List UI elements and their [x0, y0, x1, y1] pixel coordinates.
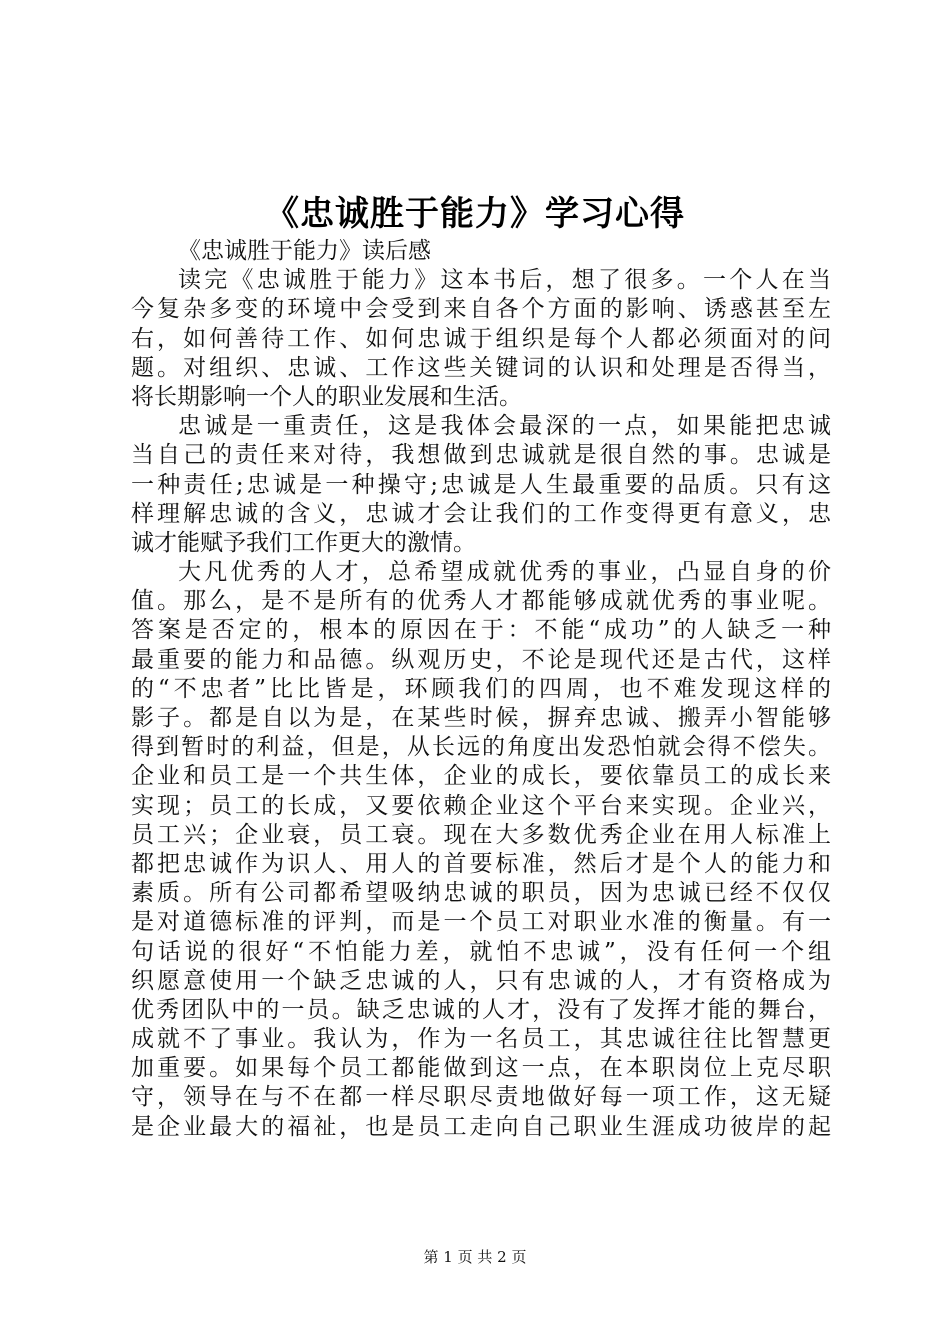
text-line: 题。对组织、忠诚、工作这些关键词的认识和处理是否得当， [131, 354, 831, 381]
text-line: 得到暂时的利益，但是，从长远的角度出发恐怕就会得不偿失。 [131, 734, 831, 761]
text-line: 员工兴；企业衰，员工衰。现在大多数优秀企业在用人标准上 [131, 821, 831, 848]
text-line: 是对道德标准的评判，而是一个员工对职业水准的衡量。有一 [131, 909, 831, 936]
text-line: 将长期影响一个人的职业发展和生活。 [131, 383, 522, 410]
text-line: 答案是否定的，根本的原因在于：不能“成功”的人缺乏一种 [131, 617, 831, 644]
text-line: 素质。所有公司都希望吸纳忠诚的职员，因为忠诚已经不仅仅 [131, 880, 831, 907]
text-line: 影子。都是自以为是，在某些时候，摒弃忠诚、搬弄小智能够 [131, 705, 831, 731]
text-line: 最重要的能力和品德。纵观历史，不论是现代还是古代，这样 [131, 646, 831, 673]
text-line: 一种责任;忠诚是一种操守;忠诚是人生最重要的品质。只有这 [131, 471, 831, 498]
text-line: 加重要。如果每个员工都能做到这一点，在本职岗位上克尽职 [131, 1055, 831, 1082]
text-line: 读完《忠诚胜于能力》这本书后，想了很多。一个人在当 [178, 267, 831, 294]
text-line: 实现；员工的长成，又要依赖企业这个平台来实现。企业兴， [131, 792, 831, 819]
text-line: 大凡优秀的人才，总希望成就优秀的事业，凸显自身的价 [178, 559, 831, 586]
text-line: 企业和员工是一个共生体，企业的成长，要依靠员工的成长来 [131, 763, 831, 790]
text-line: 是企业最大的福祉，也是员工走向自己职业生涯成功彼岸的起 [131, 1113, 831, 1140]
document-subtitle: 《忠诚胜于能力》读后感 [178, 238, 431, 264]
text-line: 都把忠诚作为识人、用人的首要标准，然后才是个人的能力和 [131, 850, 831, 877]
text-line: 守，领导在与不在都一样尽职尽责地做好每一项工作，这无疑 [131, 1084, 831, 1111]
text-line: 右，如何善待工作、如何忠诚于组织是每个人都必须面对的问 [131, 325, 831, 352]
text-line: 诚才能赋予我们工作更大的激情。 [131, 529, 476, 556]
text-line: 值。那么，是不是所有的优秀人才都能够成就优秀的事业呢。 [131, 588, 831, 615]
text-line: 忠诚是一重责任，这是我体会最深的一点，如果能把忠诚 [178, 413, 831, 440]
text-line: 当自己的责任来对待，我想做到忠诚就是很自然的事。忠诚是 [131, 442, 831, 469]
text-line: 优秀团队中的一员。缺乏忠诚的人才，没有了发挥才能的舞台， [131, 996, 831, 1023]
text-line: 成就不了事业。我认为，作为一名员工，其忠诚往往比智慧更 [131, 1026, 831, 1053]
document-body [131, 237, 831, 1142]
document-title: 《忠诚胜于能力》学习心得 [265, 194, 685, 234]
text-line: 今复杂多变的环境中会受到来自各个方面的影响、诱惑甚至左 [131, 296, 831, 323]
text-line: 样理解忠诚的含义，忠诚才会让我们的工作变得更有意义，忠 [131, 500, 831, 527]
page-footer: 第 1 页 共 2 页 [423, 1248, 527, 1266]
text-line: 织愿意使用一个缺乏忠诚的人，只有忠诚的人，才有资格成为 [131, 967, 831, 994]
text-line: 的“不忠者”比比皆是，环顾我们的四周，也不难发现这样的 [131, 675, 831, 702]
text-line: 句话说的很好“不怕能力差，就怕不忠诚”，没有任何一个组 [131, 938, 831, 965]
